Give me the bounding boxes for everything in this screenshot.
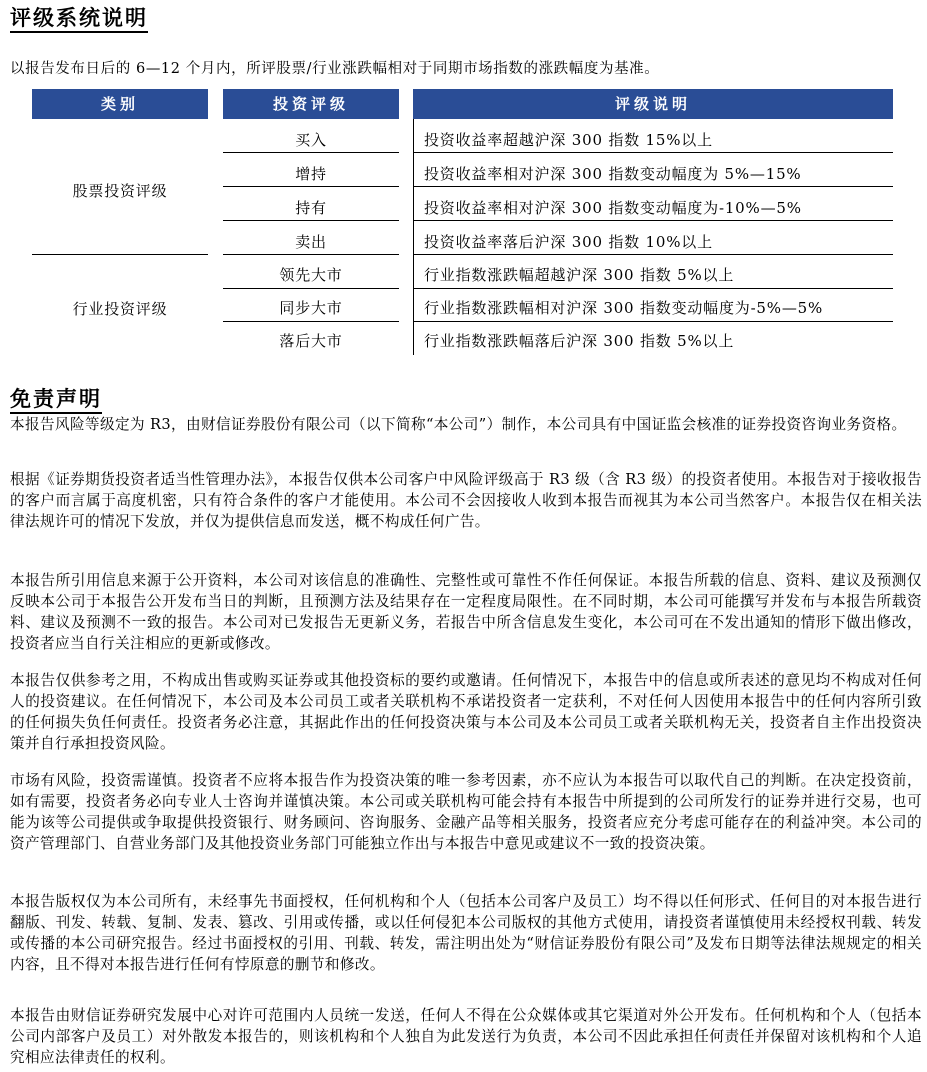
rating-cell: 卖出 <box>295 233 327 251</box>
row-divider <box>223 321 399 322</box>
table-divider <box>413 119 414 355</box>
rating-intro: 以报告发布日后的 6—12 个月内，所评股票/行业涨跌幅相对于同期市场指数的涨跌幅度为基准。 <box>10 61 660 77</box>
category-industry: 行业投资评级 <box>72 300 168 318</box>
description-cell: 投资收益率相对沪深 300 指数变动幅度为-10%—5% <box>424 199 802 217</box>
description-cell: 投资收益率相对沪深 300 指数变动幅度为 5%—15% <box>424 165 802 183</box>
description-cell: 投资收益率超越沪深 300 指数 15%以上 <box>424 131 713 149</box>
rating-cell: 同步大市 <box>279 299 343 317</box>
description-cell: 行业指数涨跌幅超越沪深 300 指数 5%以上 <box>424 266 735 284</box>
rating-cell: 买入 <box>295 131 327 149</box>
rating-cell: 持有 <box>295 199 327 217</box>
row-divider <box>413 186 893 187</box>
description-cell: 行业指数涨跌幅落后沪深 300 指数 5%以上 <box>424 332 735 350</box>
description-cell: 投资收益率落后沪深 300 指数 10%以上 <box>424 233 713 251</box>
rating-cell: 增持 <box>295 165 327 183</box>
row-divider <box>223 186 399 187</box>
rating-cell: 落后大市 <box>279 332 343 350</box>
header-rating: 投资评级 <box>223 89 399 119</box>
row-divider <box>413 288 893 289</box>
disclaimer-paragraph: 本报告仅供参考之用，不构成出售或购买证券或其他投资标的要约或邀请。任何情况下，本报告中的信息或所表述的意见均不构成对任何人的投资建议。在任何情况下，本公司及本公司员工或者关联机构不承诺投资者一定获利，不对任何人因使用本报告中的任何内容所引致的任何损失负任何责任。投资者务必注意，其据此作出的任何投资决策与本公司及本公司员工或者关联机构无关，投资者自主作出投资决策并自行承担投资风险。 <box>10 672 922 752</box>
group-divider <box>32 254 208 255</box>
row-divider <box>223 288 399 289</box>
row-divider <box>223 152 399 153</box>
row-divider <box>413 254 893 255</box>
row-divider <box>413 152 893 153</box>
header-description: 评级说明 <box>413 89 893 119</box>
rating-system-title: 评级系统说明 <box>10 5 148 33</box>
row-divider <box>223 254 399 255</box>
category-stock: 股票投资评级 <box>72 182 168 200</box>
disclaimer-paragraph: 市场有风险，投资需谨慎。投资者不应将本报告作为投资决策的唯一参考因素，亦不应认为本报告可以取代自己的判断。在决定投资前，如有需要，投资者务必向专业人士咨询并谨慎决策。本公司或关联机构可能会持有本报告中所提到的公司所发行的证券并进行交易，也可能为该等公司提供或争取提供投资银行、财务顾问、咨询服务、金融产品等相关服务，投资者应充分考虑可能存在的利益冲突。本公司的资产管理部门、自营业务部门及其他投资业务部门可能独立作出与本报告中意见或建议不一致的投资决策。 <box>10 772 922 852</box>
rating-cell: 领先大市 <box>279 266 343 284</box>
disclaimer-title: 免责声明 <box>10 386 102 414</box>
disclaimer-paragraph: 本报告版权仅为本公司所有，未经事先书面授权，任何机构和个人（包括本公司客户及员工）均不得以任何形式、任何目的对本报告进行翻版、刊发、转载、复制、发表、篡改、引用或传播，或以任何侵犯本公司版权的其他方式使用，请投资者谨慎使用未经授权刊载、转发或传播的本公司研究报告。经过书面授权的引用、刊载、转发，需注明出处为“财信证券股份有限公司”及发布日期等法律法规规定的相关内容，且不得对本报告进行任何有悖原意的删节和修改。 <box>10 893 922 973</box>
disclaimer-paragraph: 本报告由财信证券研究发展中心对许可范围内人员统一发送，任何人不得在公众媒体或其它渠道对外公开发布。任何机构和个人（包括本公司内部客户及员工）对外散发本报告的，则该机构和个人独自为此发送行为负责，本公司不因此承担任何责任并保留对该机构和个人追究相应法律责任的权利。 <box>10 1007 922 1066</box>
row-divider <box>223 220 399 221</box>
row-divider <box>413 220 893 221</box>
disclaimer-paragraph: 本报告风险等级定为 R3，由财信证券股份有限公司（以下简称“本公司”）制作，本公司具有中国证监会核准的证券投资咨询业务资格。 <box>10 416 907 433</box>
disclaimer-paragraph: 根据《证券期货投资者适当性管理办法》，本报告仅供本公司客户中风险评级高于 R3 级（含 R3 级）的投资者使用。本报告对于接收报告的客户而言属于高度机密，只有符合条件的客户才能使用。本公司不会因接收人收到本报告而视其为本公司当然客户。本报告仅在相关法律法规许可的情况下发放，并仅为提供信息而发送，概不构成任何广告。 <box>10 471 922 530</box>
header-category: 类别 <box>32 89 208 119</box>
row-divider <box>413 321 893 322</box>
description-cell: 行业指数涨跌幅相对沪深 300 指数变动幅度为-5%—5% <box>424 299 824 317</box>
disclaimer-paragraph: 本报告所引用信息来源于公开资料，本公司对该信息的准确性、完整性或可靠性不作任何保证。本报告所载的信息、资料、建议及预测仅反映本公司于本报告公开发布当日的判断，且预测方法及结果存在一定程度局限性。在不同时期，本公司可能撰写并发布与本报告所载资料、建议及预测不一致的报告。本公司对已发报告无更新义务，若报告中所含信息发生变化，本公司可在不发出通知的情形下做出修改，投资者应当自行关注相应的更新或修改。 <box>10 572 922 652</box>
